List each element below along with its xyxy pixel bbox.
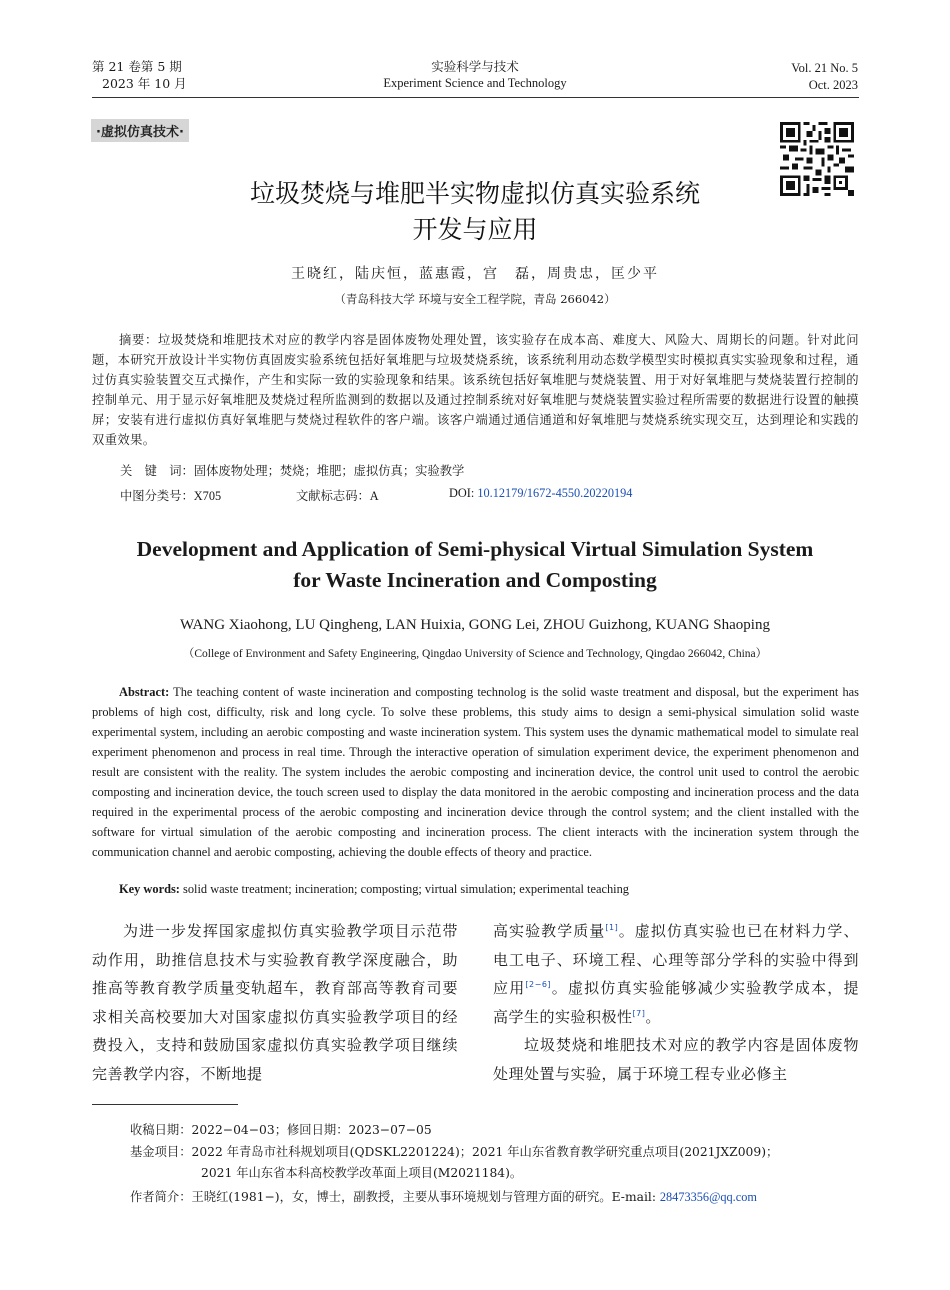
- body-text: 。: [645, 1007, 661, 1026]
- footnote-divider: [92, 1104, 238, 1105]
- body-paragraph: 为进一步发挥国家虚拟仿真实验教学项目示范带动作用，助推信息技术与实验教育教学深度融合，助推高等教育教学质量变轨超车，教育部高等教育司要求相关高校要加大对国家虚拟仿真实验教学项目的经费投入，支持和鼓励国家虚拟仿真实验教学项目继续完善教学内容，不断地提: [92, 922, 458, 1083]
- author-bio-text: 王晓红(1981−)，女，博士，副教授，主要从事环境规划与管理方面的研究。E-mail:: [191, 1190, 660, 1204]
- issue-date: 2023 年 10 月: [102, 76, 187, 91]
- affiliation-cn: （青岛科技大学 环境与安全工程学院，青岛 266042）: [334, 292, 616, 306]
- affiliation-en: （College of Environment and Safety Engineering, Qingdao University of Science and Technology, Qingdao 266042, China）: [182, 648, 768, 660]
- keywords-en: [119, 882, 629, 897]
- footnote-funding: [130, 1142, 862, 1184]
- issue-volume-en: Vol. 21 No. 5: [791, 61, 858, 75]
- keywords-cn: [120, 461, 464, 479]
- revised-label: 修回日期：: [287, 1123, 349, 1137]
- doi: [449, 486, 632, 501]
- abstract-cn-text: 垃圾焚烧和堆肥技术对应的教学内容是固体废物处理处置，该实验存在成本高、难度大、风险大、周期长的问题。针对此问题，本研究开放设计半实物仿真固废实验系统包括好氧堆肥与垃圾焚烧系统，该系统利用动态数学模型实时模拟真实实验现象和过程，通过仿真实验装置交互式操作，产生和实际一致的实验现象和结果。该系统包括好氧堆肥与焚烧装置、用于对好氧堆肥与焚烧装置行控制的控制单元、用于显示好氧堆肥及焚烧过程所监测到的数据以及通过控制系统对好氧堆肥与焚烧装置实验过程所需要的数据进行设置的触摸屏；安装有进行虚拟仿真好氧堆肥与焚烧过程软件的客户端。该客户端通过通信通道和好氧堆肥与焚烧系统实现交互，达到理论和实践的双重效果。: [92, 333, 859, 447]
- journal-name-cn: 实验科学与技术: [431, 59, 519, 74]
- doi-label: DOI:: [449, 486, 478, 500]
- title-cn-line1: 垃圾焚烧与堆肥半实物虚拟仿真实验系统: [249, 179, 700, 208]
- abstract-en-text: The teaching content of waste incineration and composting technolog is the solid waste treatment and disposal, but the experiment has problems of high cost, difficulty, risk and long cycle. To solve these problems, this study aims to design a semi-physical simulation solid waste experimental system, including an aerobic composting and waste incineration system. This system uses the dynamic mathematical model to simulate real experiment phenomenon and process in real time. Through the interactive operation of simulation experiment device, the experiment phenomenon and result are consistent with the reality. The system includes the aerobic composting and incineration device, the control unit used to control the aerobic composting and incineration device, the touch screen used to display the data monitored in the aerobic composting and incineration process and the data required in the experimental process of the aerobic composting and incineration device through the control system; and the client installed with the software for virtual simulation of the aerobic composting and incineration process. The client interacts with the incineration system through the communication channel and aerobic composting, achieving the double effects of theory and practice.: [92, 685, 859, 859]
- body-text: 。虚拟仿真实验也已在材料力学、电工电子、环境工程、心理等部分学科的实验中得到应用: [493, 922, 859, 997]
- title-en-line2: for Waste Incineration and Composting: [293, 568, 657, 592]
- abstract-cn-label: 摘要：: [119, 333, 158, 347]
- body-column-left: [92, 917, 458, 1088]
- clc-value: X705: [193, 489, 222, 503]
- body-column-right: [493, 917, 859, 1088]
- clc-label: 中图分类号：: [120, 489, 194, 503]
- journal-name-en: Experiment Science and Technology: [383, 76, 567, 90]
- keywords-cn-label: 关 键 词：: [120, 464, 194, 478]
- title-cn: [0, 176, 950, 248]
- keywords-en-label: Key words:: [119, 882, 180, 896]
- reference-7[interactable]: [7]: [632, 1008, 646, 1018]
- title-en: [0, 534, 950, 596]
- body-text: 。虚拟仿真实验能够减少实验教学成本，提高学生的实验积极性: [493, 979, 859, 1026]
- journal-issue-en: [791, 60, 858, 94]
- abstract-en-label: Abstract:: [119, 685, 170, 699]
- issue-date-en: Oct. 2023: [808, 78, 858, 92]
- header-divider: [92, 97, 859, 98]
- abstract-en: [92, 682, 859, 862]
- received-label: 收稿日期：: [130, 1123, 192, 1137]
- document-code: [296, 486, 379, 504]
- doc-code-label: 文献标志码：: [296, 489, 370, 503]
- body-paragraph: 垃圾焚烧和堆肥技术对应的教学内容是固体废物处理处置与实验，属于环境工程专业必修主: [493, 1036, 859, 1083]
- abstract-cn: [92, 330, 859, 450]
- issue-volume: 第 21 卷第 5 期: [92, 59, 182, 74]
- reference-2-6[interactable]: [2−6]: [525, 980, 552, 989]
- footnote-dates: [130, 1120, 432, 1141]
- fund-label: 基金项目：: [130, 1145, 192, 1159]
- received-value: 2022−04−03；: [191, 1123, 287, 1137]
- authors-en: WANG Xiaohong, LU Qingheng, LAN Huixia, GONG Lei, ZHOU Guizhong, KUANG Shaoping: [180, 617, 770, 633]
- keywords-cn-text: 固体废物处理；焚烧；堆肥；虚拟仿真；实验教学: [193, 464, 465, 478]
- author-email-link[interactable]: 28473356@qq.com: [659, 1190, 757, 1204]
- revised-value: 2023−07−05: [348, 1123, 432, 1137]
- footnote-author: [130, 1187, 757, 1208]
- fund-line2: 2021 年山东省本科高校教学改革面上项目(M2021184)。: [201, 1166, 523, 1180]
- body-paragraph-continued: [493, 917, 859, 1031]
- doi-link[interactable]: 10.12179/1672-4550.20220194: [477, 486, 633, 500]
- title-en-line1: Development and Application of Semi-physical Virtual Simulation System: [136, 537, 814, 561]
- author-bio-label: 作者简介：: [130, 1190, 192, 1204]
- reference-1[interactable]: [1]: [605, 923, 619, 932]
- clc-number: [120, 486, 221, 504]
- authors-cn: 王晓红，陆庆恒，蓝惠霞，宫 磊，周贵忠，匡少平: [291, 266, 659, 282]
- fund-line1: 2022 年青岛市社科规划项目(QDSKL2201224)；2021 年山东省教育教学研究重点项目(2021JXZ009)；: [191, 1145, 779, 1159]
- title-cn-line2: 开发与应用: [412, 215, 538, 244]
- body-text: 高实验教学质量: [493, 922, 606, 940]
- keywords-en-text: solid waste treatment; incineration; composting; virtual simulation; experimental teaching: [179, 882, 629, 896]
- doc-code-value: A: [369, 489, 379, 503]
- column-tag: ·虚拟仿真技术·: [91, 119, 189, 142]
